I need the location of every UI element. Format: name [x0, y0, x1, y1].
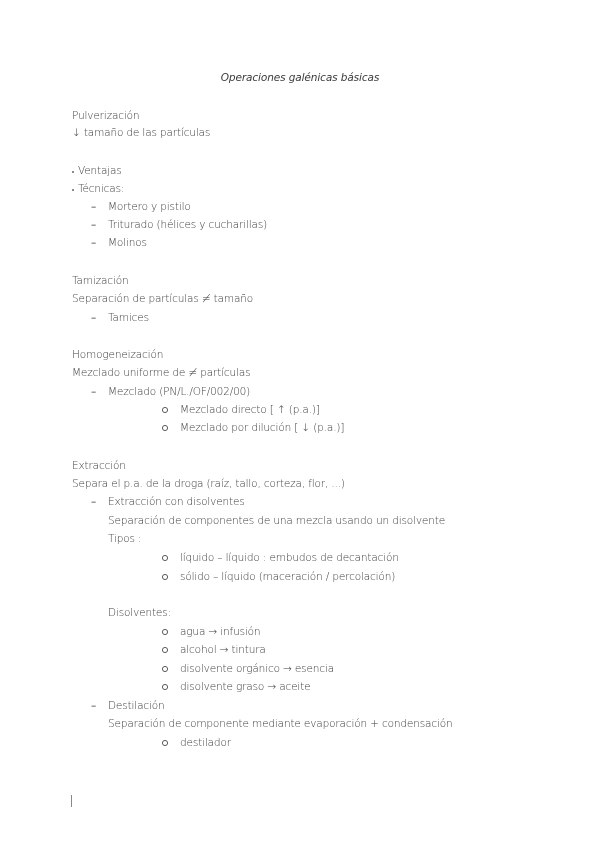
circle-bullet	[162, 555, 168, 561]
heading-pulverizacion: Pulverización	[72, 110, 140, 122]
sub-list-item: Mezclado directo [ ↑ (p.a.)]	[180, 404, 320, 416]
tipos-label: Tipos :	[108, 533, 142, 545]
tamizacion-desc: Separación de partículas ≠ tamaño	[72, 293, 254, 305]
page-title: Operaciones galénicas básicas	[220, 72, 380, 84]
sub-list-item: sólido – líquido (maceración / percolación)	[180, 571, 396, 583]
circle-bullet	[162, 647, 168, 653]
list-item: Molinos	[108, 237, 147, 249]
ventajas-label: Ventajas	[78, 165, 122, 177]
sub-list-item: destilador	[180, 737, 231, 749]
dash-bullet: –	[91, 496, 97, 508]
list-item: Triturado (hélices y cucharillas)	[108, 219, 268, 231]
dash-bullet: –	[91, 201, 97, 213]
circle-bullet	[162, 407, 168, 413]
heading-homogeneizacion: Homogeneización	[72, 349, 164, 361]
item-description: Separación de componentes de una mezcla usando un disolvente	[108, 515, 446, 527]
sub-list-item: líquido – líquido : embudos de decantación	[180, 552, 399, 564]
dash-bullet: –	[91, 237, 97, 249]
list-item: Destilación	[108, 700, 165, 712]
sub-list-item: agua → infusión	[180, 626, 261, 638]
bullet-dot	[72, 171, 74, 173]
sub-list-item: alcohol → tintura	[180, 644, 266, 656]
circle-bullet	[162, 666, 168, 672]
sub-list-item: Mezclado por dilución [ ↓ (p.a.)]	[180, 422, 345, 434]
circle-bullet	[162, 740, 168, 746]
list-item: Mortero y pistilo	[108, 201, 191, 213]
sub-list-item: disolvente orgánico → esencia	[180, 663, 334, 675]
circle-bullet	[162, 684, 168, 690]
extraccion-desc: Separa el p.a. de la droga (raíz, tallo, corteza, flor, ...)	[72, 478, 345, 490]
homogeneizacion-desc: Mezclado uniforme de ≠ partículas	[72, 367, 251, 379]
heading-extraccion: Extracción	[72, 460, 126, 472]
list-item: Mezclado (PN/L./OF/002/00)	[108, 386, 251, 398]
circle-bullet	[162, 629, 168, 635]
sub-list-item: disolvente graso → aceite	[180, 681, 311, 693]
disolventes-label: Disolventes:	[108, 607, 171, 619]
tecnicas-label: Técnicas:	[78, 183, 125, 195]
heading-tamizacion: Tamización	[72, 275, 129, 287]
dash-bullet: –	[91, 219, 97, 231]
dash-bullet: –	[91, 386, 97, 398]
circle-bullet	[162, 574, 168, 580]
text-cursor-mark	[71, 795, 72, 807]
list-item: Extracción con disolventes	[108, 496, 245, 508]
list-item: Tamices	[108, 312, 149, 324]
pulverizacion-desc: ↓ tamaño de las partículas	[72, 127, 211, 139]
dash-bullet: –	[91, 312, 97, 324]
item-description: Separación de componente mediante evaporación + condensación	[108, 718, 453, 730]
circle-bullet	[162, 425, 168, 431]
bullet-dot	[72, 189, 74, 191]
dash-bullet: –	[91, 700, 97, 712]
